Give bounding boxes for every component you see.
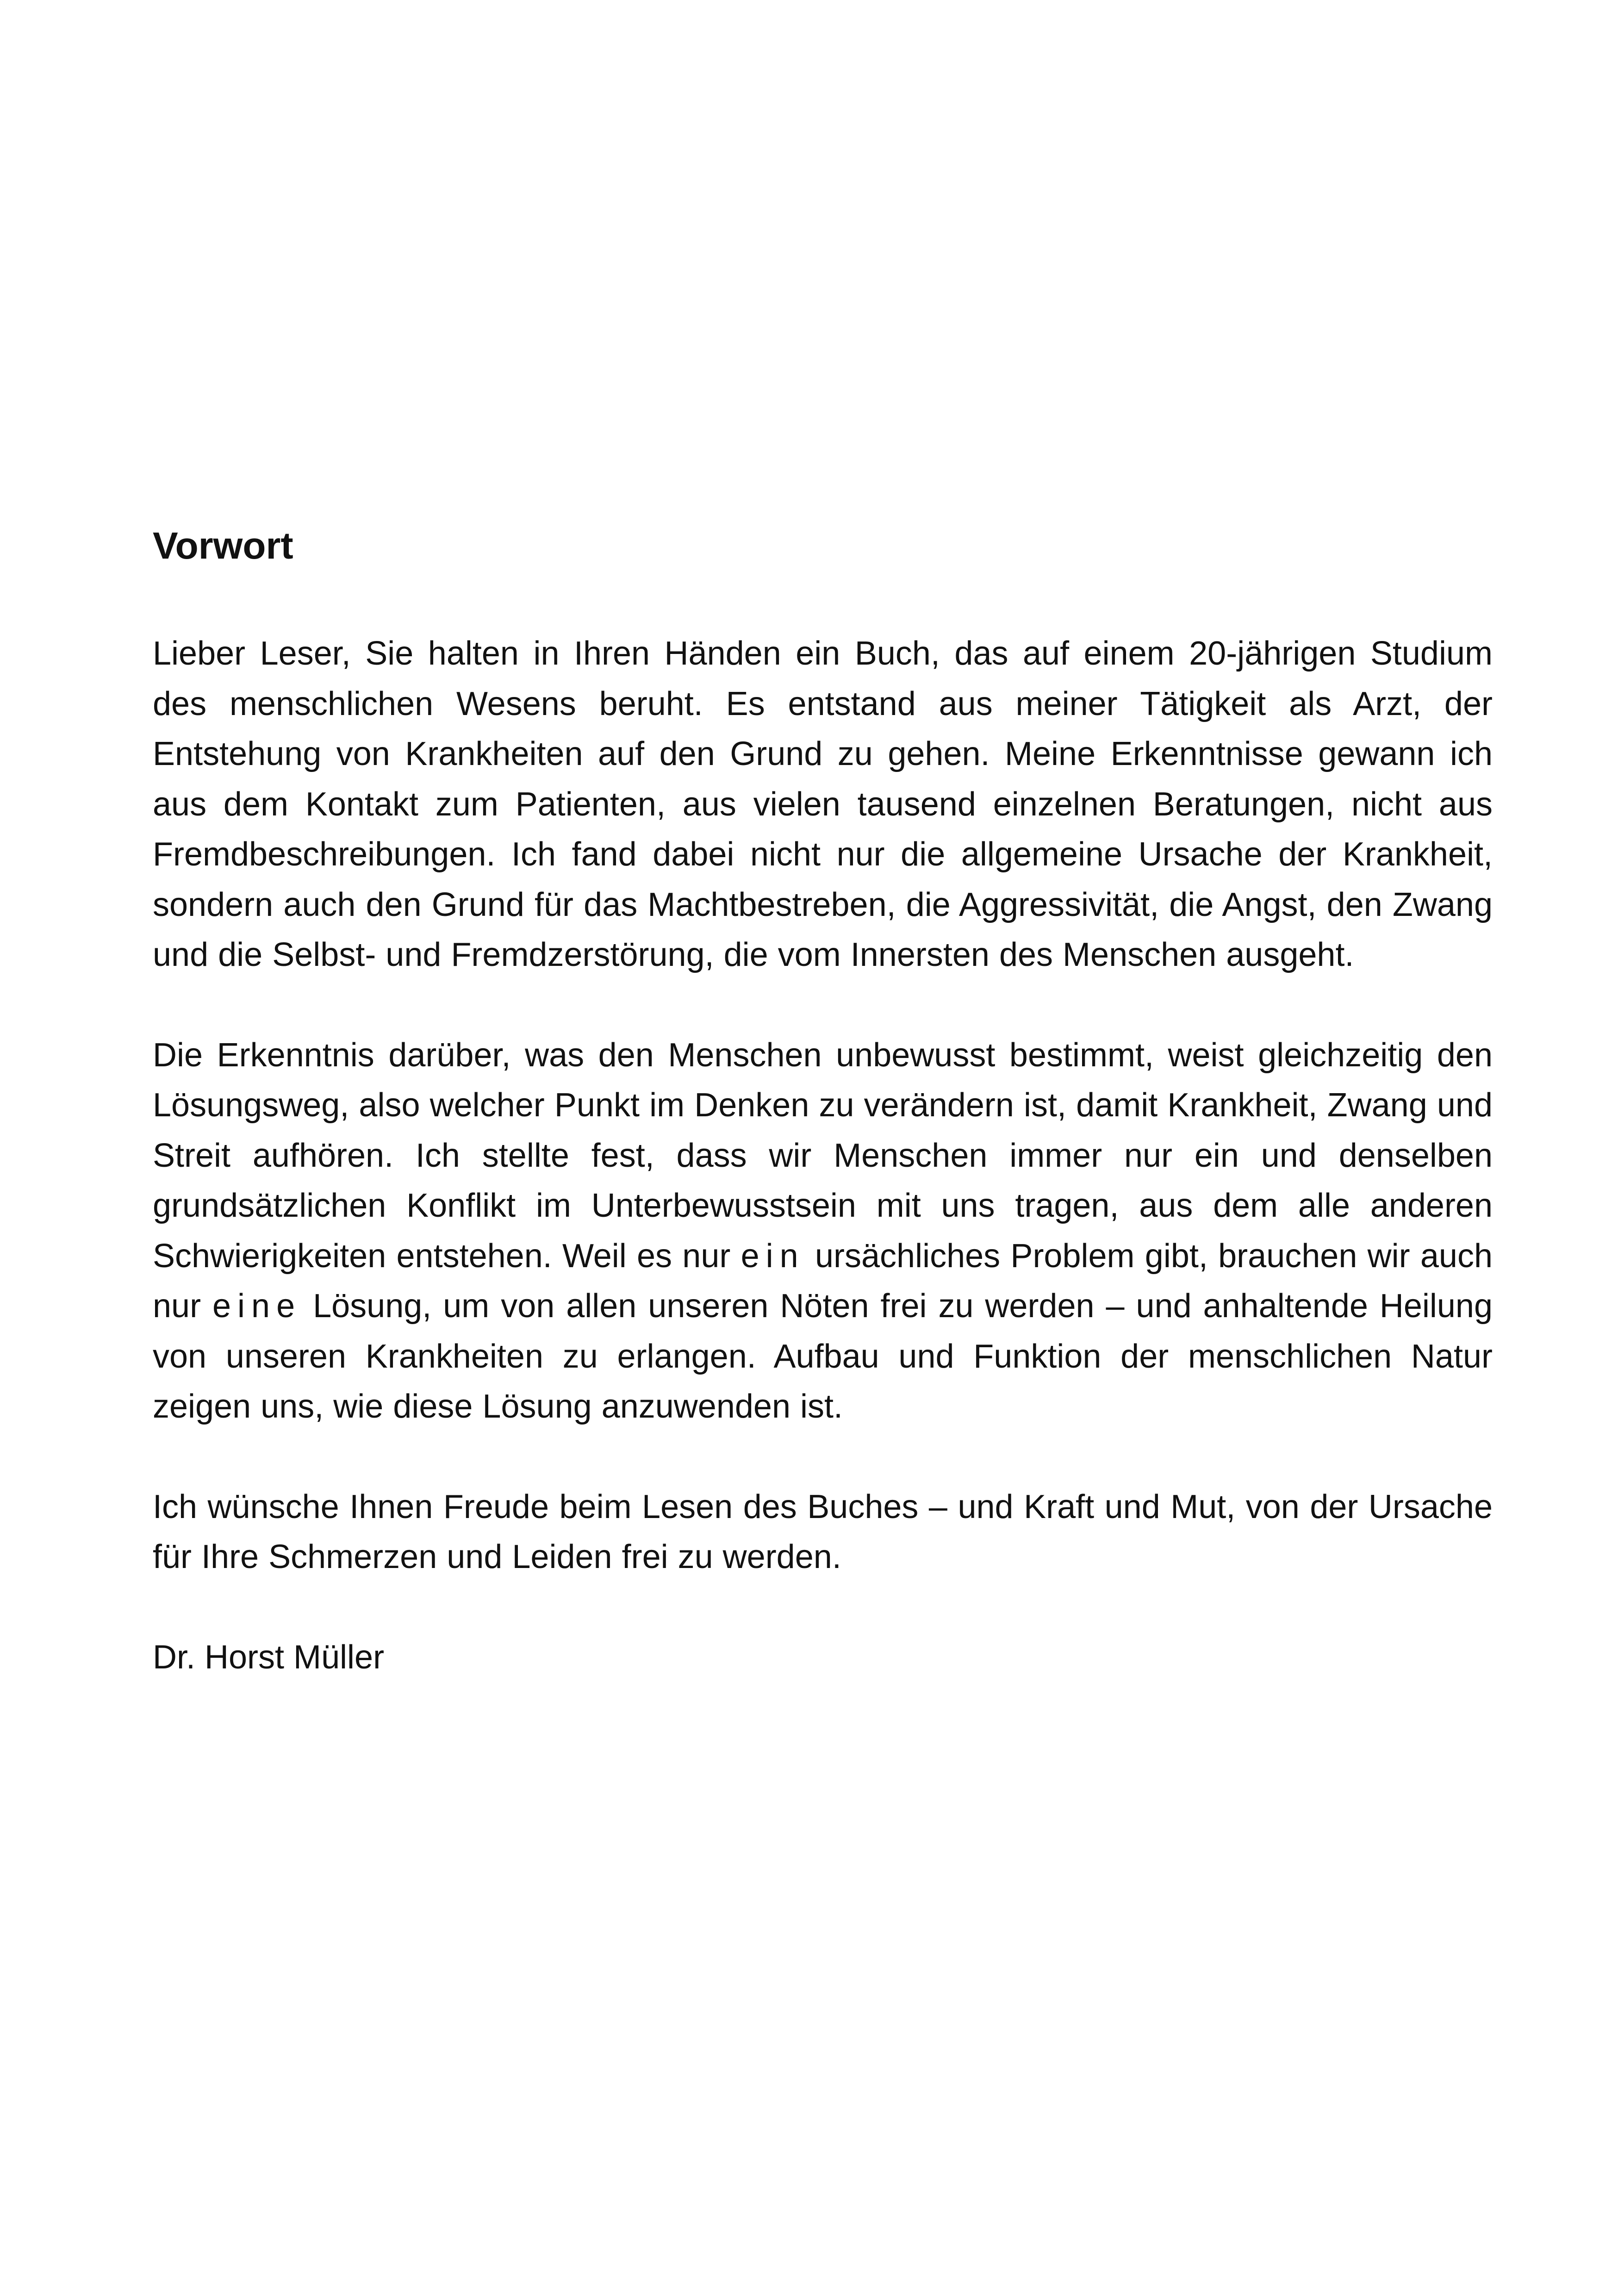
- paragraph-1-text: Lieber Leser, Sie halten in Ihren Händen ein Buch, das auf einem 20-jährigen Studium des menschlichen Wesens beruht. Es entstand aus meiner Tätigkeit als Arzt, der Entstehung von Krankheiten auf den Grund zu gehen. Meine Erkenntnisse gewann ich aus dem Kontakt zum Patienten, aus vielen tausend einzelnen Beratungen, nicht aus Fremdbeschreibungen. Ich fand dabei nicht nur die allgemeine Ursache der Krankheit, sondern auch den Grund für das Machtbestreben, die Aggressivität, die Angst, den Zwang und die Selbst- und Fremdzerstörung, die vom Innersten des Menschen ausgeht.: [153, 635, 1493, 973]
- author-signature: Dr. Horst Müller: [153, 1638, 385, 1676]
- preface-content: [153, 518, 1493, 1682]
- paragraph-3-text: Ich wünsche Ihnen Freude beim Lesen des Buches – und Kraft und Mut, von der Ursache für Ihre Schmerzen und Leiden frei zu werden.: [153, 1488, 1493, 1575]
- paragraph-1: [153, 628, 1493, 980]
- paragraph-3: [153, 1482, 1493, 1582]
- paragraph-2: [153, 1030, 1493, 1432]
- paragraph-2-text-c: Lösung, um von allen unseren Nöten frei zu werden – und anhaltende Heilung von unseren Krankheiten zu erlangen. Aufbau und Funktion der menschlichen Natur zeigen uns, wie diese Lösung anzuwenden ist.: [153, 1288, 1493, 1425]
- page-title: Vorwort: [153, 525, 293, 567]
- emphasis-eine: eine: [212, 1288, 302, 1325]
- paragraph-2-text-a: Die Erkenntnis darüber, was den Menschen unbewusst bestimmt, weist gleichzeitig den Lösungsweg, also welcher Punkt im Denken zu verändern ist, damit Krankheit, Zwang und Streit aufhören. Ich stellte fest, dass wir Menschen immer nur ein und denselben grundsätzlichen Konflikt im Unterbewusstsein mit uns tragen, aus dem alle anderen Schwierigkeiten entstehen. Weil es nur: [153, 1036, 1493, 1275]
- emphasis-ein: ein: [741, 1237, 805, 1275]
- paragraph-2-text-b: ursächliches Problem gibt, brauchen wir auch nur: [153, 1237, 1493, 1325]
